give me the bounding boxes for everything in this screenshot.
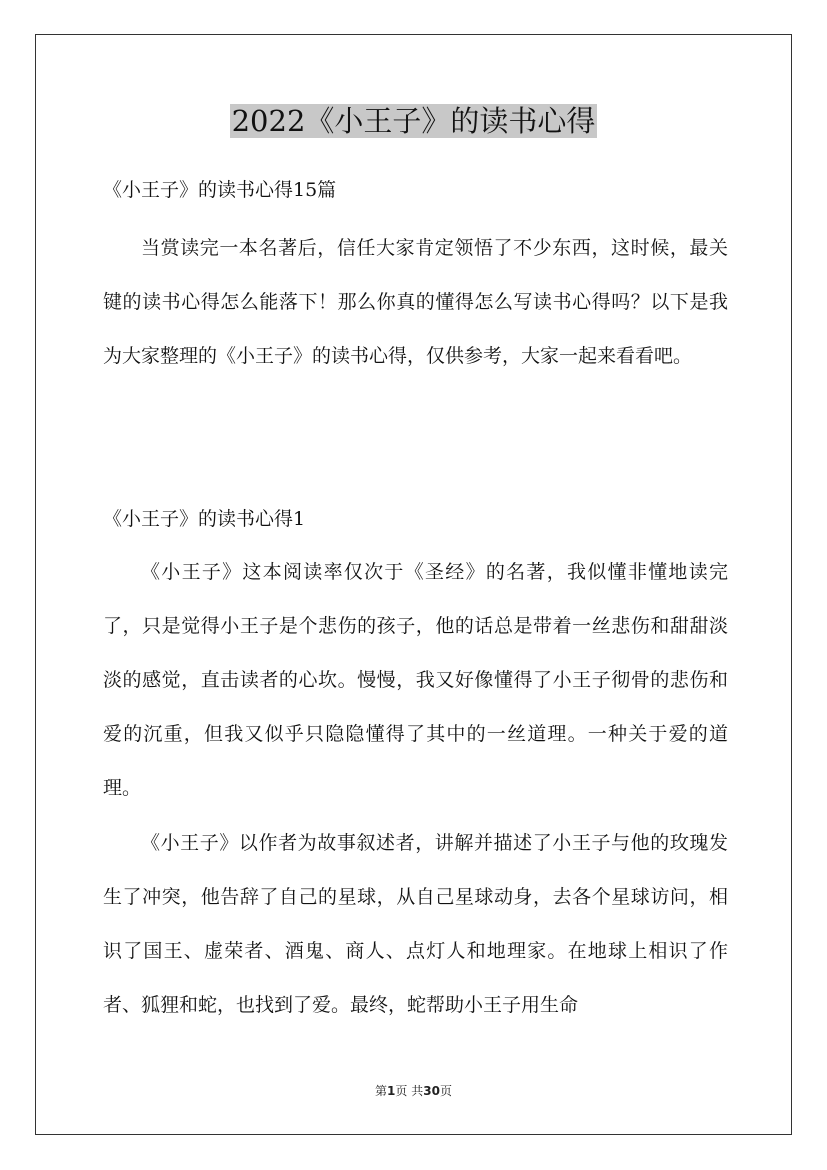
footer-page-total: 30 (423, 1084, 440, 1098)
footer-page-suffix: 页 (439, 1084, 452, 1098)
page-footer (0, 1082, 827, 1100)
section-1-paragraph-2: 《小王子》以作者为故事叙述者，讲解并描述了小王子与他的玫瑰发生了冲突，他告辞了自己的星球，从自己星球动身，去各个星球访问，相识了国王、虚荣者、酒鬼、商人、点灯人和地理家。在地球上相识了作者、狐狸和蛇，也找到了爱。最终，蛇帮助小王子用生命 (103, 832, 728, 1016)
main-heading: 《小王子》的读书心得15篇 (103, 179, 337, 201)
section-heading-1: 《小王子》的读书心得1 (103, 508, 306, 530)
footer-page-current: 1 (387, 1084, 396, 1098)
document-title (0, 101, 827, 141)
footer-page-prefix: 第 (375, 1084, 388, 1098)
section-1-paragraph-1: 《小王子》这本阅读率仅次于《圣经》的名著，我似懂非懂地读完了，只是觉得小王子是个悲伤的孩子，他的话总是带着一丝悲伤和甜甜淡淡的感觉，直击读者的心坎。慢慢，我又好像懂得了小王子彻骨的悲伤和爱的沉重，但我又似乎只隐隐懂得了其中的一丝道理。一种关于爱的道理。 (103, 561, 728, 799)
intro-paragraph: 当赏读完一本名著后，信任大家肯定领悟了不少东西，这时候，最关键的读书心得怎么能落下！那么你真的懂得怎么写读书心得吗？以下是我为大家整理的《小王子》的读书心得，仅供参考，大家一起来看看吧。 (103, 237, 728, 367)
document-title-text: 2022《小王子》的读书心得 (231, 104, 596, 138)
footer-page-mid: 页 共 (395, 1084, 424, 1098)
